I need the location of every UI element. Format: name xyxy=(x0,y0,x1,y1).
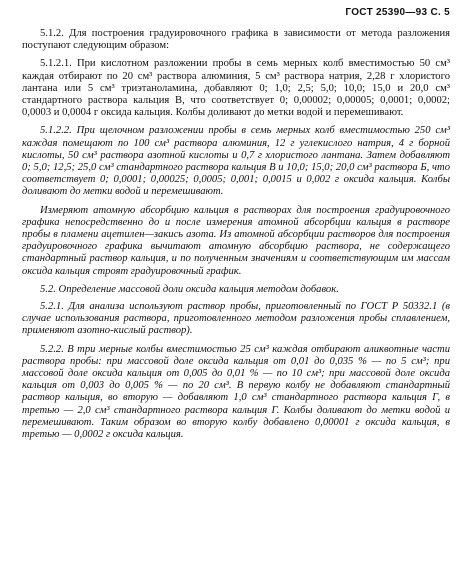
paragraph-5-2-1: 5.2.1. Для анализа используют раствор пробы, приготовленный по ГОСТ Р 50332.1 (в случае использования раствора, приготовленного методом разложения пробы сплавлением, применяют азотно-кислый раствор). xyxy=(22,301,450,337)
paragraph-5-1-2-2: 5.1.2.2. При щелочном разложении пробы в семь мерных колб вместимостью 250 см³ каждая помещают по 100 см³ раствора алюминия, 12 г углекислого натрия, 4 г борной кислоты, 50 см³ раствора азотной кислоты и 0,7 г хлористого лантана. Затем добавляют 0; 5,0; 12,5; 25,0 см³ стандартного раствора кальция В и 10,0; 15,0; 20,0 см³ раствора Б, что соответствует 0; 0,0001; 0,00025; 0,0005; 0,001; 0,0015 и 0,002 г оксида кальция. Колбы доливают до метки водой и перемешивают. xyxy=(22,125,450,198)
running-header: ГОСТ 25390—93 С. 5 xyxy=(345,7,450,18)
paragraph-5-2-2: 5.2.2. В три мерные колбы вместимостью 25 см³ каждая отбирают аликвотные части раствора пробы: при массовой доле оксида кальция от 0,01 до 0,035 % — по 5 см³; при массовой доле оксида кальция от 0,005 до 0,01 % — по 10 см³; при массовой доле оксида кальция от 0,003 до 0,005 % — по 20 см³. В первую колбу не добавляют стандартный раствор кальция, во вторую — добавляют 1,0 см³ стандартного раствора кальция Г, в третью — 2,0 см³ стандартного раствора кальция Г. Колбы доливают до метки водой и перемешивают. Таким образом во вторую колбу добавлено 0,00001 г оксида кальция, в третью — 0,0002 г оксида кальция. xyxy=(22,343,450,441)
paragraph-5-2: 5.2. Определение массовой доли оксида кальция методом добавок. xyxy=(40,283,339,295)
paragraph-measurement: Измеряют атомную абсорбцию кальция в растворах для построения градуировочного графика непосредственно до и после измерения атомной абсорбции кальция в растворе пробы в пламени ацетилен—закись азота. Из атомной абсорбции растворов для построения градуировочного графика вычитают атомную абсорбцию раствора, не содержащего стандартный раствор кальция, и по полученным значениям и соответствующим им массам оксида кальция строят градуировочный график. xyxy=(22,204,450,277)
paragraph-5-1-2: 5.1.2. Для построения градуировочного графика в зависимости от метода разложения поступают следующим образом: xyxy=(22,28,450,52)
paragraph-5-1-2-1: 5.1.2.1. При кислотном разложении пробы в семь мерных колб вместимостью 50 см³ каждая отбирают по 20 см³ раствора алюминия, 5 см³ раствора натрия, 2,28 г хлористого лантана или 5 см³ триэтаноламина, добавляют 0; 1,0; 2,5; 5,0; 10,0; 15,0 и 20,0 см³ стандартного раствора кальция В, что соответствует 0; 0,00002; 0,00005; 0,0001; 0,0002; 0,0003 и 0,0004 г оксида кальция. Колбы доливают до метки водой и перемешивают. xyxy=(22,58,450,119)
